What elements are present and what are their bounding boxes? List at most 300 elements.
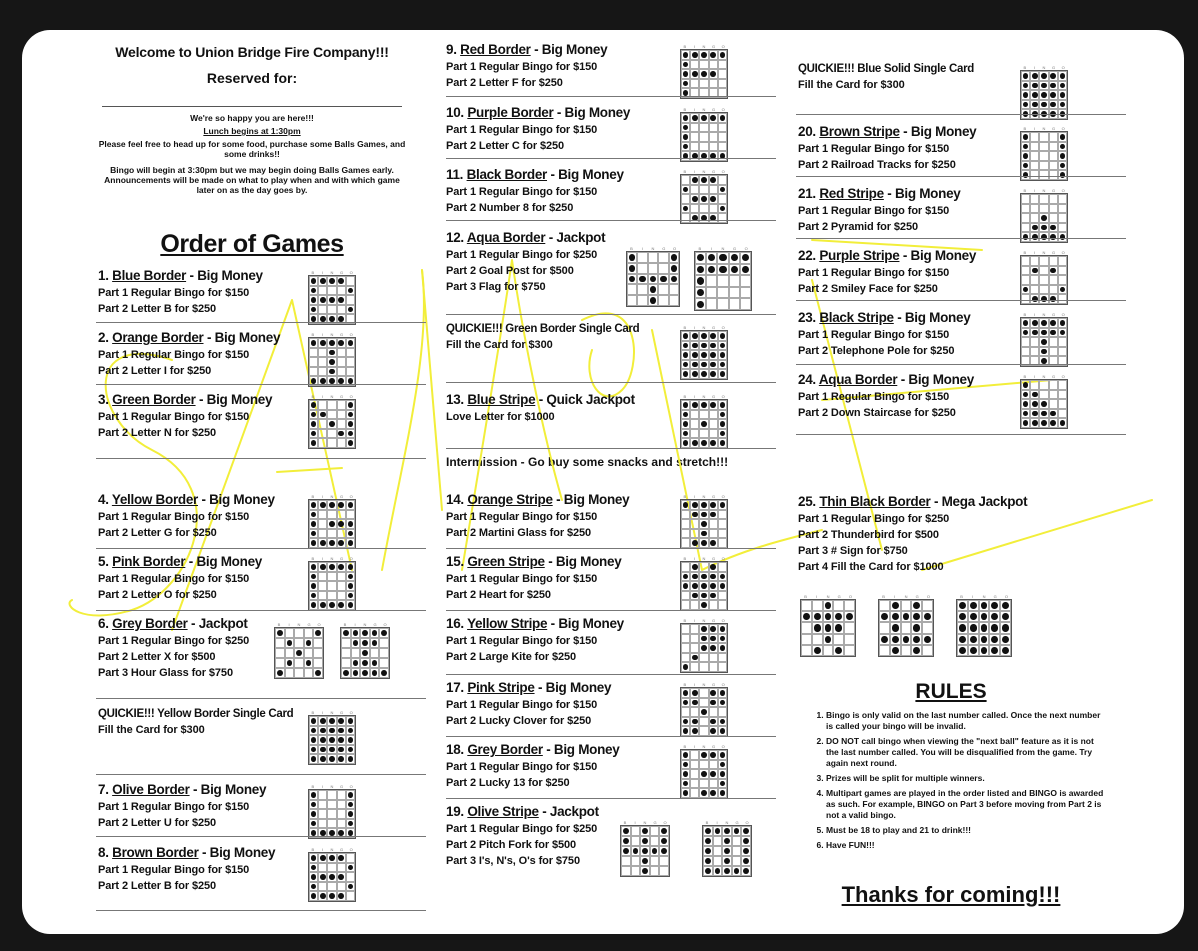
game-entry	[446, 616, 624, 663]
bingo-cell	[699, 341, 708, 351]
bingo-card-header	[626, 246, 680, 251]
bingo-cell	[695, 252, 706, 264]
bingo-cell	[1058, 151, 1067, 161]
bingo-cell	[1030, 318, 1039, 328]
game-part-line: Part 2 Railroad Tracks for $250	[798, 159, 956, 171]
bingo-cell	[379, 658, 389, 668]
bingo-letter: B	[311, 556, 315, 561]
bingo-letter: B	[683, 744, 687, 749]
bingo-letter: B	[277, 622, 281, 627]
bingo-cell	[833, 622, 844, 633]
bingo-cell	[337, 286, 346, 296]
bingo-letter: N	[721, 246, 725, 251]
bingo-cell	[709, 760, 718, 770]
bingo-letter: N	[330, 710, 334, 715]
bingo-card	[308, 710, 356, 765]
bingo-card	[680, 44, 728, 99]
game-title	[446, 42, 607, 57]
bingo-cell	[681, 726, 690, 736]
bingo-letter: G	[662, 246, 666, 251]
bingo-cell	[709, 662, 718, 672]
game-color-name: Grey Border	[467, 742, 543, 757]
bingo-cell	[337, 562, 346, 572]
bingo-card-header	[340, 622, 390, 627]
bingo-cell	[722, 866, 732, 876]
bingo-cell	[740, 287, 751, 299]
bingo-cell	[1049, 380, 1058, 390]
bingo-cell	[327, 357, 336, 367]
bingo-cell	[337, 716, 346, 726]
bingo-cell	[1021, 256, 1030, 266]
bingo-cell	[706, 275, 717, 287]
game-title	[446, 680, 611, 695]
bingo-cell	[1030, 100, 1039, 110]
bingo-cell	[294, 668, 304, 678]
bingo-grid	[680, 749, 728, 799]
bingo-cell	[275, 648, 285, 658]
bingo-letter: B	[683, 556, 687, 561]
bingo-cell	[337, 429, 346, 439]
bingo-cell	[318, 410, 327, 420]
bingo-letter: N	[1042, 312, 1046, 317]
bingo-cell	[640, 826, 650, 836]
bingo-grid	[956, 599, 1012, 657]
game-title	[446, 742, 619, 757]
bingo-cell	[309, 367, 318, 377]
bingo-letter: I	[321, 332, 323, 337]
bingo-cell	[1049, 399, 1058, 409]
game-part-line: Part 1 Regular Bingo for $150	[446, 699, 598, 711]
bingo-cell	[690, 350, 699, 360]
bingo-cell	[337, 863, 346, 873]
bingo-letter: O	[1004, 594, 1008, 599]
bingo-cell	[1021, 275, 1030, 285]
bingo-card-header	[620, 820, 670, 825]
bingo-letter: N	[702, 682, 706, 687]
bingo-cell	[1030, 418, 1039, 428]
bingo-cell	[681, 132, 690, 142]
bingo-cell	[690, 634, 699, 644]
bingo-card-header	[1020, 374, 1068, 379]
bingo-cell	[718, 572, 727, 582]
bingo-cell	[681, 185, 690, 195]
game-number: 4.	[98, 492, 112, 507]
bingo-cell	[650, 826, 660, 836]
bingo-cell	[729, 298, 740, 310]
bingo-letter: G	[712, 44, 716, 49]
bingo-cell	[699, 50, 708, 60]
bingo-cell	[327, 438, 336, 448]
bingo-letter: O	[349, 710, 353, 715]
bingo-cell	[1049, 213, 1058, 223]
bingo-cell	[681, 419, 690, 429]
bingo-cell	[718, 69, 727, 79]
bingo-cell	[690, 572, 699, 582]
divider	[102, 106, 402, 107]
bingo-cell	[979, 611, 990, 622]
bingo-cell	[823, 622, 834, 633]
game-entry	[98, 268, 263, 315]
bingo-cell	[1030, 285, 1039, 295]
bingo-letter: I	[693, 169, 695, 174]
bingo-cell	[346, 429, 355, 439]
bingo-cell	[346, 419, 355, 429]
bingo-cell	[706, 264, 717, 276]
bingo-cell	[681, 538, 690, 548]
row-divider	[446, 548, 776, 549]
bingo-letter: G	[712, 494, 716, 499]
bingo-cell	[709, 410, 718, 420]
bingo-cell	[709, 213, 718, 223]
bingo-cell	[911, 611, 922, 622]
bingo-cell	[681, 142, 690, 152]
bingo-cell	[718, 438, 727, 448]
bingo-cell	[681, 410, 690, 420]
bingo-letter: I	[288, 622, 290, 627]
bingo-cell	[1049, 337, 1058, 347]
bingo-cell	[1030, 390, 1039, 400]
bingo-cell	[318, 891, 327, 901]
row-divider	[446, 448, 776, 449]
game-title	[98, 708, 293, 720]
bingo-cell	[718, 429, 727, 439]
bingo-cell	[922, 622, 933, 633]
bingo-cell	[709, 400, 718, 410]
bingo-cell	[627, 252, 637, 263]
bingo-cell	[718, 779, 727, 789]
bingo-letter: I	[716, 820, 718, 825]
bingo-cell	[968, 645, 979, 656]
bingo-cell	[1039, 194, 1048, 204]
bingo-cell	[713, 866, 723, 876]
game-entry	[446, 323, 639, 351]
game-number: 7.	[98, 782, 113, 797]
bingo-cell	[1030, 256, 1039, 266]
bingo-cell	[275, 638, 285, 648]
bingo-cell	[1049, 194, 1058, 204]
game-number: 10.	[446, 105, 468, 120]
bingo-letter: N	[702, 744, 706, 749]
bingo-grid	[800, 599, 856, 657]
bingo-letter: B	[1023, 126, 1027, 131]
bingo-cell	[890, 645, 901, 656]
bingo-cell	[360, 658, 370, 668]
game-title	[98, 554, 262, 569]
bingo-letter: O	[721, 44, 725, 49]
game-part-line: Part 1 Regular Bingo for $150	[98, 511, 250, 523]
bingo-cell	[718, 581, 727, 591]
bingo-cell	[337, 735, 346, 745]
bingo-cell	[327, 872, 336, 882]
bingo-letter: B	[311, 847, 315, 852]
bingo-cell	[690, 500, 699, 510]
bingo-cell	[346, 853, 355, 863]
bingo-cell	[318, 338, 327, 348]
bingo-cell	[327, 735, 336, 745]
bingo-cell	[658, 263, 668, 274]
game-title	[446, 230, 605, 245]
bingo-cell	[718, 562, 727, 572]
bingo-cell	[957, 634, 968, 645]
bingo-card-header	[308, 556, 356, 561]
bingo-letter: N	[702, 494, 706, 499]
bingo-cell	[812, 622, 823, 633]
bingo-letter: O	[1061, 250, 1065, 255]
bingo-letter: O	[349, 847, 353, 852]
bingo-cell	[732, 866, 742, 876]
bingo-cell	[844, 622, 855, 633]
bingo-cell	[699, 510, 708, 520]
row-divider	[96, 548, 426, 549]
bingo-cell	[879, 622, 890, 633]
bingo-cell	[709, 769, 718, 779]
game-part-line: Part 3 # Sign for $750	[798, 545, 908, 557]
bingo-letter: I	[1033, 374, 1035, 379]
bingo-cell	[309, 891, 318, 901]
row-divider	[446, 610, 776, 611]
game-part-line: Part 1 Regular Bingo for $150	[98, 573, 250, 585]
bingo-cell	[1058, 90, 1067, 100]
bingo-cell	[718, 688, 727, 698]
game-title	[98, 392, 272, 407]
bingo-cell	[379, 668, 389, 678]
bingo-cell	[690, 151, 699, 161]
game-part-line: Part 1 Regular Bingo for $150	[798, 143, 950, 155]
bingo-cell	[879, 634, 890, 645]
bingo-cell	[690, 419, 699, 429]
bingo-letter: I	[972, 594, 974, 599]
bingo-cell	[681, 204, 690, 214]
bingo-letter: G	[340, 556, 344, 561]
game-number: 17.	[446, 680, 468, 695]
bingo-cell	[346, 410, 355, 420]
bingo-cell	[327, 891, 336, 901]
game-entry	[98, 782, 266, 829]
game-prize-type: - Jackpot	[545, 230, 606, 245]
bingo-letter: G	[340, 394, 344, 399]
bingo-cell	[337, 438, 346, 448]
game-title	[446, 804, 599, 819]
bingo-cell	[729, 252, 740, 264]
bingo-letter: B	[698, 246, 702, 251]
bingo-cell	[327, 500, 336, 510]
bingo-letter: B	[683, 494, 687, 499]
bingo-cell	[740, 252, 751, 264]
bingo-cell	[1000, 611, 1011, 622]
game-number: 13.	[446, 392, 468, 407]
bingo-cell	[709, 624, 718, 634]
game-prize-type: - Big Money	[553, 105, 631, 120]
bingo-cell	[1021, 100, 1030, 110]
rule-item: 3. Prizes will be split for multiple winners.	[826, 773, 1104, 784]
bingo-cell	[690, 204, 699, 214]
bingo-letter: I	[1033, 250, 1035, 255]
bingo-cell	[627, 295, 637, 306]
bingo-cell	[637, 252, 647, 263]
bingo-cell	[690, 510, 699, 520]
bingo-letter: I	[693, 494, 695, 499]
bingo-cell	[957, 622, 968, 633]
bingo-cell	[681, 581, 690, 591]
bingo-cell	[309, 538, 318, 548]
bingo-cell	[968, 611, 979, 622]
bingo-cell	[1039, 142, 1048, 152]
bingo-cell	[313, 638, 323, 648]
bingo-cell	[718, 529, 727, 539]
bingo-cell	[1058, 161, 1067, 171]
game-part-line: Part 1 Regular Bingo for $150	[446, 635, 598, 647]
bingo-cell	[1039, 390, 1048, 400]
bingo-letter: B	[311, 710, 315, 715]
bingo-grid	[308, 789, 356, 839]
bingo-letter: N	[702, 169, 706, 174]
reserved-label: Reserved for:	[206, 70, 298, 86]
bingo-cell	[989, 611, 1000, 622]
bingo-cell	[1021, 90, 1030, 100]
game-number: 8.	[98, 845, 113, 860]
bingo-letter: G	[373, 622, 377, 627]
bingo-cell	[337, 853, 346, 863]
bingo-cell	[740, 298, 751, 310]
bingo-cell	[341, 668, 351, 678]
game-color-name: Red Border	[460, 42, 531, 57]
game-prize-type: QUICKIE!!! Yellow Border Single Card	[98, 708, 294, 720]
game-part-line: Part 1 Regular Bingo for $250	[798, 513, 950, 525]
bingo-cell	[709, 132, 718, 142]
bingo-card	[680, 169, 728, 224]
bingo-cell	[699, 519, 708, 529]
bingo-letter: N	[702, 556, 706, 561]
bingo-cell	[658, 295, 668, 306]
bingo-cell	[901, 622, 912, 633]
bingo-card-header	[1020, 312, 1068, 317]
bingo-cell	[309, 562, 318, 572]
intro-block	[96, 30, 408, 195]
bingo-cell	[294, 658, 304, 668]
bingo-cell	[699, 726, 708, 736]
bingo-cell	[346, 591, 355, 601]
bingo-cell	[327, 863, 336, 873]
bingo-cell	[1021, 204, 1030, 214]
bingo-card	[1020, 65, 1068, 120]
game-color-name: Aqua Border	[466, 230, 546, 245]
bingo-letter: B	[960, 594, 963, 599]
bingo-card	[626, 246, 680, 307]
bingo-cell	[709, 634, 718, 644]
bingo-letter: N	[725, 820, 729, 825]
thanks-text: Thanks for coming!!!	[841, 882, 1061, 907]
bingo-cell	[1030, 213, 1039, 223]
game-part-line: Part 1 Regular Bingo for $150	[798, 267, 950, 279]
bingo-cell	[309, 500, 318, 510]
bingo-cell	[709, 717, 718, 727]
bingo-cell	[703, 826, 713, 836]
bingo-cell	[681, 769, 690, 779]
bingo-cell	[1039, 81, 1048, 91]
bingo-cell	[1049, 275, 1058, 285]
bingo-cell	[1058, 100, 1067, 110]
bingo-cell	[718, 717, 727, 727]
bingo-card-header	[702, 820, 752, 825]
bingo-letter: B	[683, 44, 687, 49]
bingo-cell	[379, 638, 389, 648]
bingo-cell	[709, 50, 718, 60]
bingo-letter: N	[1042, 65, 1046, 70]
bingo-letter: I	[321, 784, 323, 789]
bingo-card-header	[680, 44, 728, 49]
bingo-letter: B	[683, 618, 687, 623]
bingo-letter: I	[634, 820, 636, 825]
game-prize-type: - Big Money	[186, 268, 263, 283]
game-part-line: Part 3 Flag for $750	[446, 281, 546, 293]
bingo-cell	[699, 400, 708, 410]
bingo-card	[340, 622, 390, 679]
bingo-cell	[1049, 81, 1058, 91]
game-entry	[446, 105, 630, 152]
bingo-cell	[681, 600, 690, 610]
bingo-cell	[718, 213, 727, 223]
bingo-cell	[1049, 100, 1058, 110]
bingo-cell	[327, 419, 336, 429]
game-prize-type: - Big Money	[534, 680, 612, 695]
bingo-letter: O	[673, 246, 677, 251]
bingo-cell	[621, 826, 631, 836]
bingo-cell	[318, 419, 327, 429]
rules-list	[798, 710, 1104, 851]
bingo-cell	[1000, 622, 1011, 633]
bingo-letter: O	[721, 325, 725, 330]
bingo-cell	[690, 341, 699, 351]
game-number: 25.	[798, 494, 820, 509]
bingo-cell	[709, 123, 718, 133]
bingo-cell	[327, 519, 336, 529]
bingo-cell	[699, 634, 708, 644]
bingo-cell	[690, 662, 699, 672]
bingo-letter: O	[663, 820, 667, 825]
bingo-cell	[1058, 266, 1067, 276]
game-part-line: Part 1 Regular Bingo for $150	[446, 186, 598, 198]
bingo-cell	[327, 286, 336, 296]
bingo-cell	[309, 863, 318, 873]
bingo-cell	[709, 350, 718, 360]
bingo-cell	[690, 132, 699, 142]
row-divider	[446, 736, 776, 737]
bingo-cell	[621, 846, 631, 856]
bingo-cell	[681, 151, 690, 161]
bingo-letter: N	[330, 847, 334, 852]
bingo-cell	[989, 622, 1000, 633]
bingo-cell	[703, 856, 713, 866]
bingo-cell	[337, 600, 346, 610]
bingo-cell	[1021, 337, 1030, 347]
bingo-letter: G	[712, 618, 716, 623]
bingo-cell	[1021, 151, 1030, 161]
bingo-cell	[318, 348, 327, 358]
bingo-cell	[709, 360, 718, 370]
bingo-cell	[360, 628, 370, 638]
bingo-letter: B	[683, 394, 687, 399]
bingo-cell	[709, 750, 718, 760]
game-entry	[798, 124, 976, 171]
bingo-cell	[1049, 132, 1058, 142]
bingo-cell	[318, 872, 327, 882]
bingo-cell	[337, 338, 346, 348]
game-number: 16.	[446, 616, 468, 631]
bingo-cell	[659, 866, 669, 876]
bingo-letter: B	[311, 332, 315, 337]
game-entry	[446, 742, 619, 789]
bingo-cell	[648, 284, 658, 295]
